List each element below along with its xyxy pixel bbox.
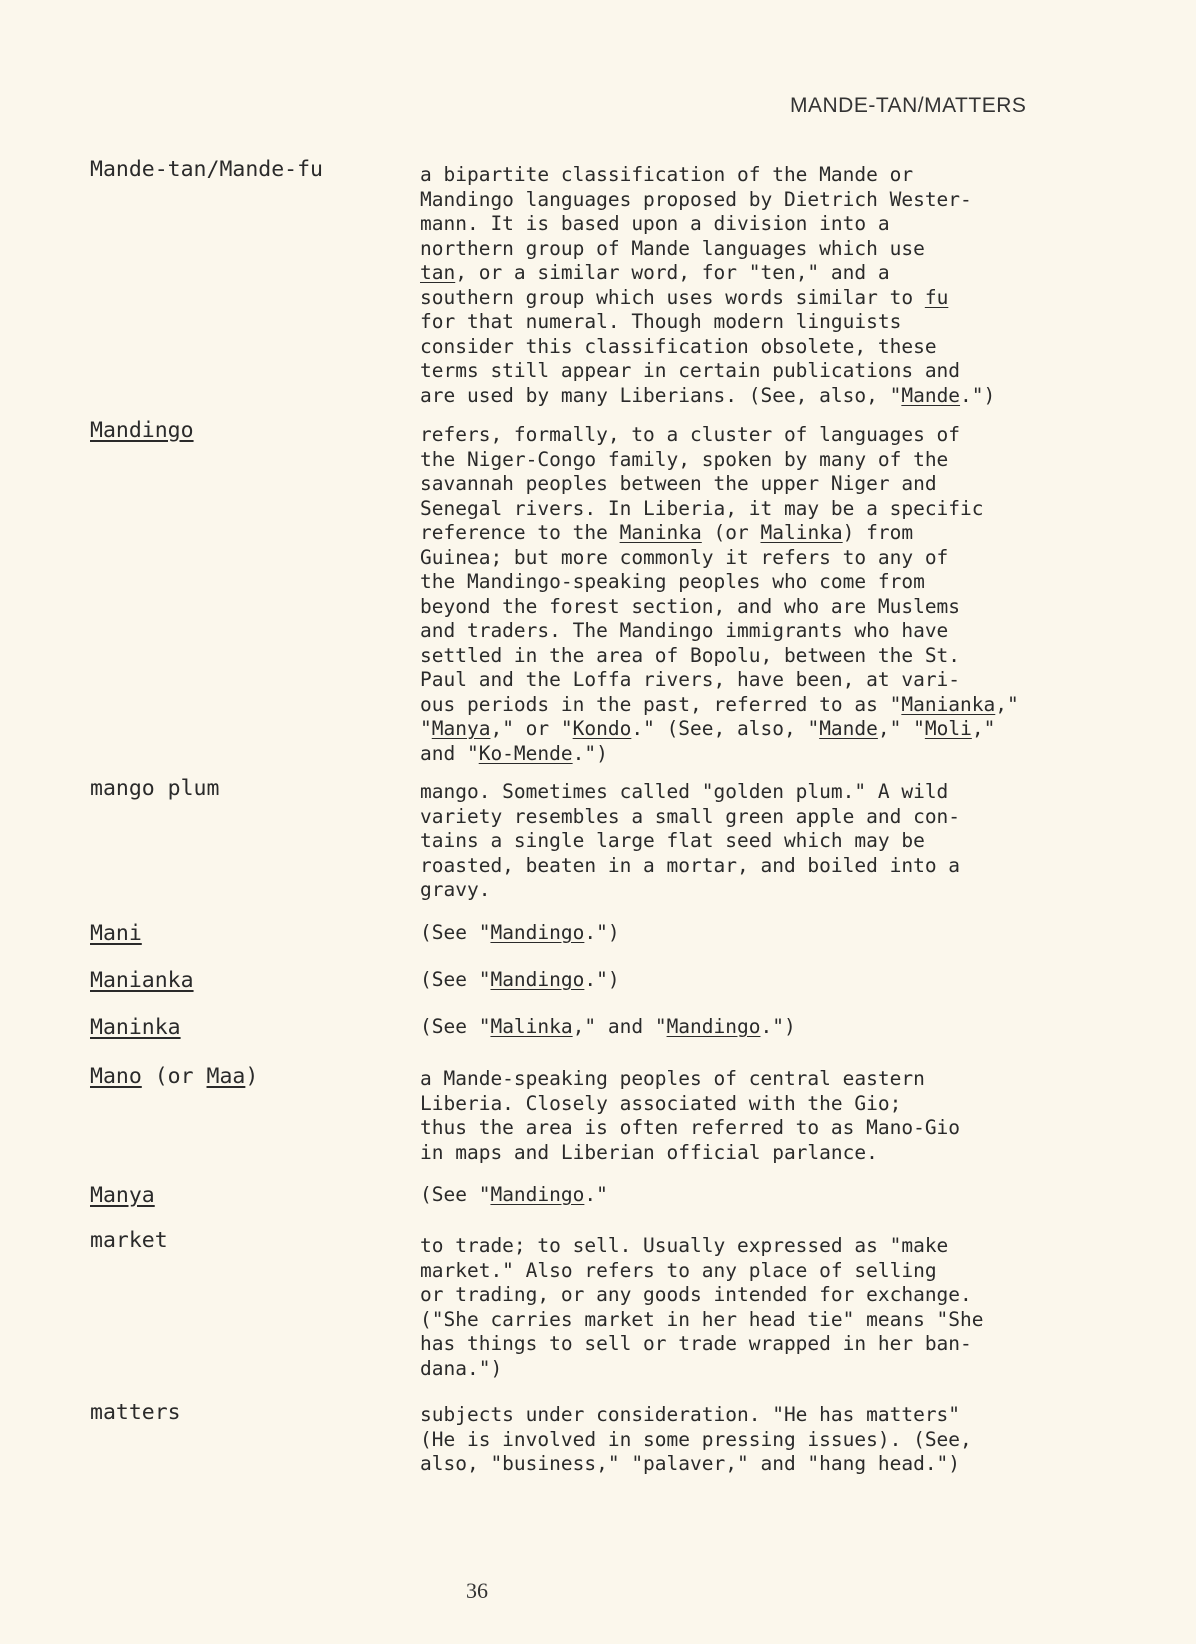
entry-term: mango plum	[90, 776, 220, 801]
cross-reference-term: Manya	[431, 717, 491, 740]
definition-text: ." (See, also, "	[631, 717, 820, 740]
cross-reference-term: Mandingo	[490, 1183, 585, 1206]
entry-definition	[420, 780, 1020, 903]
entry-term: Mande-tan/Mande-fu	[90, 157, 323, 182]
entry-term: market	[90, 1228, 168, 1253]
definition-text: subjects under consideration. "He has matters" (He is involved in some pressing issues). (See, also, "business," "palaver," and "hang head.")	[420, 1403, 972, 1475]
definition-text: (See "	[420, 968, 491, 991]
entry-definition	[420, 1234, 1020, 1381]
definition-text: , or a similar word, for "ten," and a southern group which uses words similar to	[420, 261, 914, 309]
term-text: )	[245, 1064, 259, 1089]
cross-reference-term: Mande	[901, 383, 961, 407]
cross-reference-term: tan	[420, 261, 456, 284]
cross-reference-term: Maa	[206, 1064, 246, 1089]
definition-text: (See "	[420, 921, 491, 944]
definition-text: a Mande-speaking peoples of central eastern Liberia. Closely associated with the Gio; thus the area is often referred to as Mano-Gio in maps and Liberian official parlance.	[420, 1067, 961, 1164]
definition-text: refers, formally, to a cluster of languages of the Niger-Congo family, spoken by many of the savannah peoples between the upper Niger and Senegal rivers. In Liberia, it may be a specific reference to the	[420, 423, 984, 544]
definition-text: (See "	[420, 1183, 491, 1206]
definition-text: ."	[584, 1183, 608, 1206]
definition-text: .")	[584, 921, 620, 944]
definition-text: to trade; to sell. Usually expressed as "make market." Also refers to any place of selling or trading, or any goods intended for exchange. ("She carries market in her head tie" means "She has things to sell or trade wrapped in her ban- dana.")	[420, 1234, 984, 1380]
entry-term	[90, 1064, 258, 1089]
cross-reference-term: Mandingo	[490, 968, 585, 991]
entry-definition	[420, 423, 1020, 766]
entry-term: Manianka	[90, 968, 194, 993]
entry-definition	[420, 968, 1020, 993]
entry-term: matters	[90, 1400, 181, 1425]
entry-definition	[420, 1183, 1020, 1208]
cross-reference-term: Manianka	[901, 692, 996, 716]
entry-definition	[420, 163, 1020, 408]
entry-definition	[420, 1067, 1020, 1165]
term-text: (or	[141, 1064, 207, 1089]
definition-text: .")	[960, 383, 996, 407]
cross-reference-term: Ko-Mende	[478, 741, 573, 765]
definition-text: .")	[760, 1015, 796, 1038]
cross-reference-term: Mandingo	[490, 921, 585, 944]
cross-reference-term: Kondo	[572, 717, 632, 740]
definition-text: ," or "	[490, 717, 573, 740]
cross-reference-term: Mande	[819, 717, 878, 740]
definition-text: .")	[572, 741, 608, 765]
definition-text: ," and "	[420, 717, 996, 765]
cross-reference-term: fu	[924, 285, 949, 309]
entry-definition	[420, 1403, 1020, 1477]
cross-reference-term: Maninka	[619, 521, 702, 544]
running-head: MANDE-TAN/MATTERS	[790, 94, 1027, 117]
cross-reference-term: Mandingo	[666, 1015, 761, 1038]
entry-definition	[420, 1015, 1020, 1040]
definition-text: .")	[584, 968, 620, 991]
cross-reference-term: Malinka	[490, 1015, 573, 1038]
definition-text: for that numeral. Though modern linguists consider this classification obsolete, these terms still appear in certain publications and are used by many Liberians. (See, also, "	[420, 310, 961, 407]
definition-text: mango. Sometimes called "golden plum." A wild variety resembles a small green apple and con- tains a single large flat seed which may be roasted, beaten in a mortar, and boiled into a gravy.	[420, 780, 961, 901]
cross-reference-term: Mano	[90, 1064, 142, 1089]
entry-term: Mandingo	[90, 418, 194, 443]
entry-term: Maninka	[90, 1015, 181, 1040]
entry-term: Manya	[90, 1183, 155, 1208]
definition-text: a bipartite classification of the Mande or Mandingo languages proposed by Dietrich Wester- mann. It is based upon a division into a northern group of Mande languages which use	[420, 163, 972, 260]
definition-text: (See "	[420, 1015, 491, 1038]
page-number: 36	[466, 1578, 488, 1603]
cross-reference-term: Malinka	[760, 521, 843, 544]
definition-text: ) from Guinea; but more commonly it refers to any of the Mandingo-speaking peoples who come from beyond the forest section, and who are Muslems and traders. The Mandingo immigrants who have settled in the area of Bopolu, between the St. Paul and the Loffa rivers, have been, at vari- ous periods in the past, referred to as "	[420, 521, 961, 716]
entry-definition	[420, 921, 1020, 946]
definition-text: ," "	[877, 717, 925, 740]
definition-text: (or	[701, 521, 761, 544]
cross-reference-term: Moli	[924, 717, 972, 740]
entry-term: Mani	[90, 921, 142, 946]
definition-text: ," and "	[572, 1015, 667, 1038]
definition-text: ," "	[420, 692, 1019, 740]
